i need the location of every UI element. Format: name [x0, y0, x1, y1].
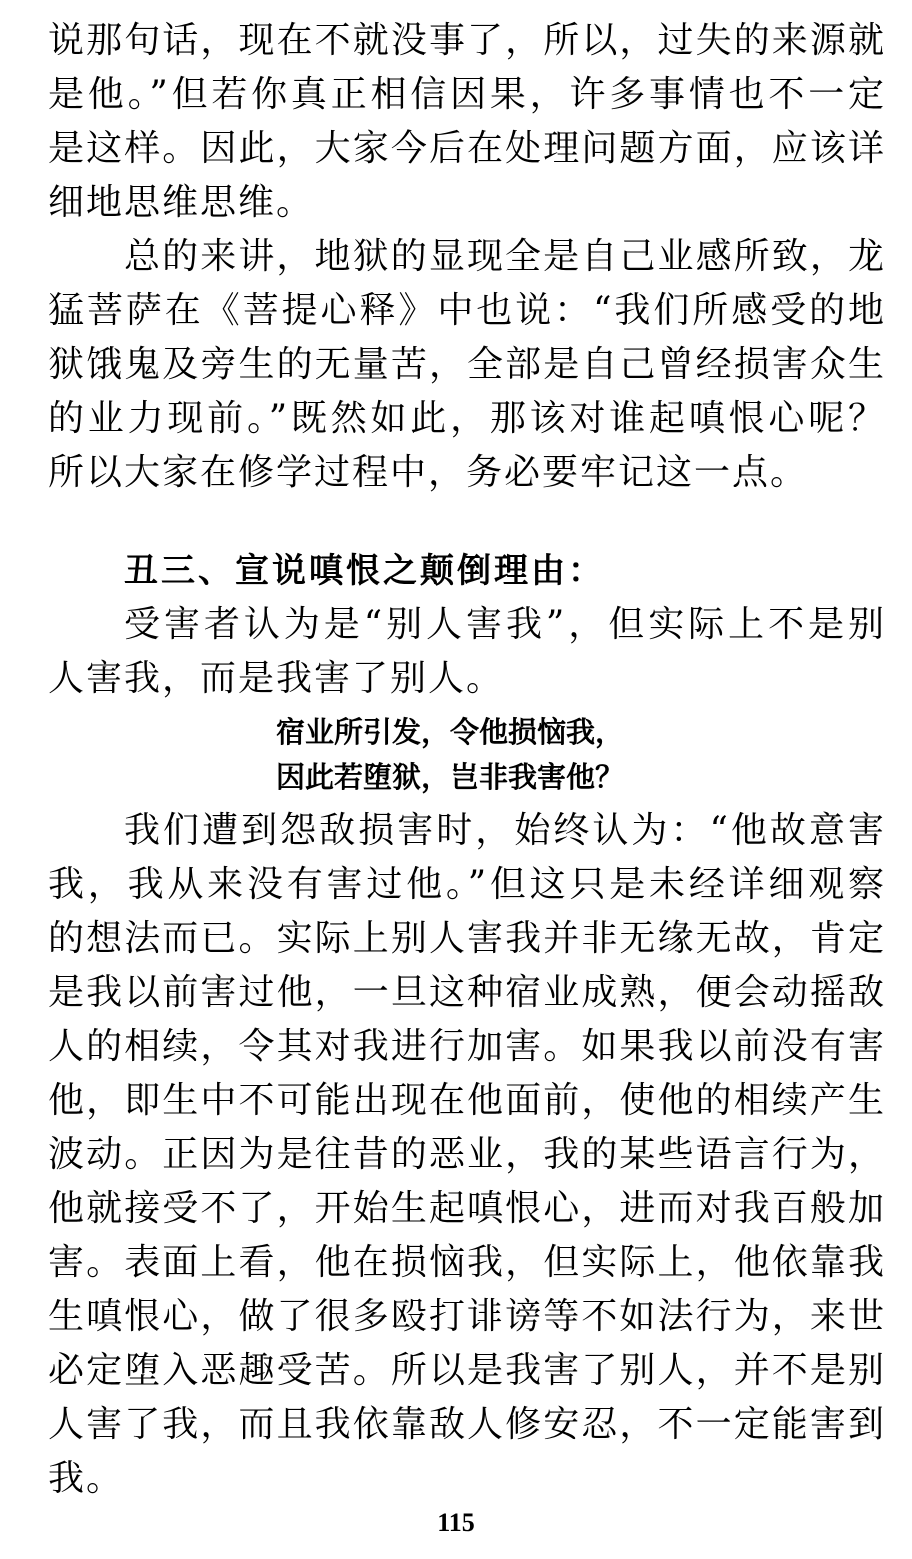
paragraph-intro: 受害者认为是“别人害我”，但实际上不是别人害我，而是我害了别人。 [48, 604, 886, 699]
section-heading: 丑三、宣说嗔恨之颠倒理由： [124, 551, 605, 591]
verse-line-2: 因此若堕狱，岂非我害他？ [276, 760, 625, 794]
paragraph-main: 我们遭到怨敌损害时，始终认为：“他故意害我，我从来没有害过他。”但这只是未经详细观察的想法而已。实际上别人害我并非无缘无故，肯定是我以前害过他，一旦这种宿业成熟，便会动摇敌人的相续，令其对我进行加害。如果我以前没有害他，即生中不可能出现在他面前，使他的相续产生波动。正因为是往昔的恶业，我的某些语言行为，他就接受不了，开始生起嗔恨心，进而对我百般加害。表面上看，他在损恼我，但实际上，他依靠我生嗔恨心，做了很多殴打诽谤等不如法行为，来世必定堕入恶趣受苦。所以是我害了别人，并不是别人害了我，而且我依靠敌人修安忍，不一定能害到我。 [48, 810, 886, 1499]
verse-line-1: 宿业所引发，令他损恼我， [276, 715, 625, 749]
page-number: 115 [437, 1508, 475, 1537]
page-body [48, 14, 886, 1506]
verse-block [276, 710, 886, 800]
paragraph-continuation: 说那句话，现在不就没事了，所以，过失的来源就是他。”但若你真正相信因果，许多事情也不一定是这样。因此，大家今后在处理问题方面，应该详细地思维思维。 [48, 20, 886, 223]
paragraph-hell-karma: 总的来讲，地狱的显现全是自己业感所致，龙猛菩萨在《菩提心释》中也说：“我们所感受的地狱饿鬼及旁生的无量苦，全部是自己曾经损害众生的业力现前。”既然如此，那该对谁起嗔恨心呢？所以大家在修学过程中，务必要牢记这一点。 [48, 236, 886, 493]
